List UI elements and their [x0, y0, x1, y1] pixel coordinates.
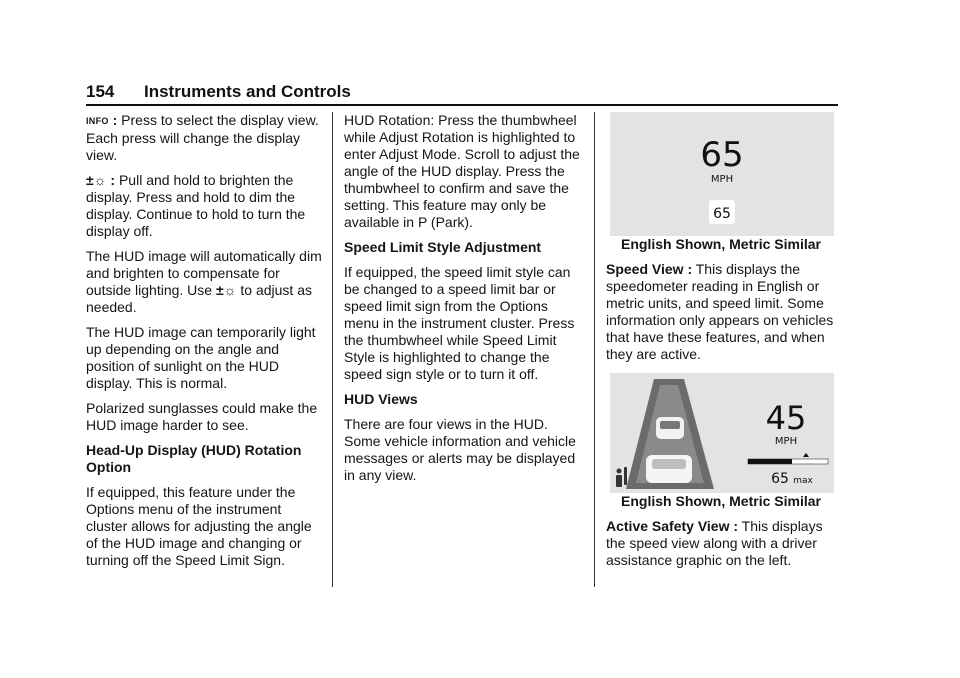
speed-unit-2: MPH	[774, 436, 798, 447]
hud-views-heading: HUD Views	[344, 391, 418, 407]
speed-view-paragraph: Speed View : This displays the speedometer reading in English or metric units, and speed limit. Some information only appears on vehicles that have these features, and when they are active.	[606, 261, 834, 362]
lead-vehicle-icon	[656, 417, 684, 439]
polarized-paragraph: Polarized sunglasses could make the HUD image harder to see.	[86, 400, 318, 433]
limit-marker-icon	[803, 453, 809, 457]
column-divider-1	[332, 112, 333, 587]
auto-dim-paragraph: The HUD image will automatically dim and brighten to compensate for outside lighting. Use ±☼ to adjust as needed.	[86, 248, 322, 315]
column-3	[606, 112, 836, 577]
section-title: Instruments and Controls	[144, 82, 351, 101]
info-paragraph: INFO : Press to select the display view. Each press will change the display view.	[86, 112, 319, 163]
driver-assist-icon	[616, 467, 627, 487]
brightness-paragraph: ±☼ : Pull and hold to brighten the display. Press and hold to dim the display. Continue to hold to turn the display off.	[86, 172, 306, 239]
info-button-icon: INFO	[86, 116, 109, 126]
column-2	[344, 112, 580, 492]
active-safety-illustration	[610, 373, 834, 493]
speed-limit-suffix: max	[793, 476, 813, 486]
speed-view-figure	[610, 112, 834, 236]
rotation-paragraph: If equipped, this feature under the Options menu of the instrument cluster allows for adjusting the angle of the HUD image and changing or turning off the Speed Limit Sign.	[86, 484, 312, 568]
speed-unit: MPH	[710, 174, 734, 185]
page-number: 154	[86, 82, 115, 101]
column-1	[86, 112, 324, 577]
figure-caption-2: English Shown, Metric Similar	[621, 493, 821, 509]
speed-limit-bar-fill	[748, 459, 792, 464]
brightness-icon-inline: ±☼	[215, 282, 237, 298]
speed-readout: 65	[700, 135, 744, 175]
speed-view-illustration	[610, 112, 834, 236]
speed-readout-2: 45	[765, 399, 807, 437]
speed-limit-paragraph: If equipped, the speed limit style can be changed to a speed limit bar or speed limit sign from the Options menu in the instrument cluster. Press the thumbwheel while Speed Limit Style is highlighted to change the speed sign style or to turn it off.	[344, 264, 575, 382]
own-vehicle-icon	[646, 455, 692, 483]
sunlight-paragraph: The HUD image can temporarily light up depending on the angle and position of sunlight on the HUD display. This is normal.	[86, 324, 316, 391]
rotation-continued: HUD Rotation: Press the thumbwheel while Adjust Rotation is highlighted to enter Adjust Mode. Scroll to adjust the angle of the HUD display. Press the thumbwheel to confirm and save the setting. This feature may only be available in P (Park).	[344, 112, 580, 230]
page-header	[86, 82, 838, 102]
figure-caption-1: English Shown, Metric Similar	[621, 236, 821, 252]
hud-views-paragraph: There are four views in the HUD. Some vehicle information and vehicle messages or alerts may be displayed in any view.	[344, 416, 576, 483]
speed-limit-value-2: 65	[771, 471, 789, 487]
column-divider-2	[594, 112, 595, 587]
active-safety-figure	[610, 373, 834, 493]
speed-limit-value: 65	[713, 206, 731, 222]
brightness-icon: ±☼	[86, 172, 107, 188]
header-rule	[86, 104, 838, 106]
speed-limit-heading: Speed Limit Style Adjustment	[344, 239, 542, 255]
rotation-heading: Head-Up Display (HUD) Rotation Option	[86, 442, 302, 475]
active-safety-paragraph: Active Safety View : This displays the speed view along with a driver assistance graphic on the left.	[606, 518, 823, 568]
